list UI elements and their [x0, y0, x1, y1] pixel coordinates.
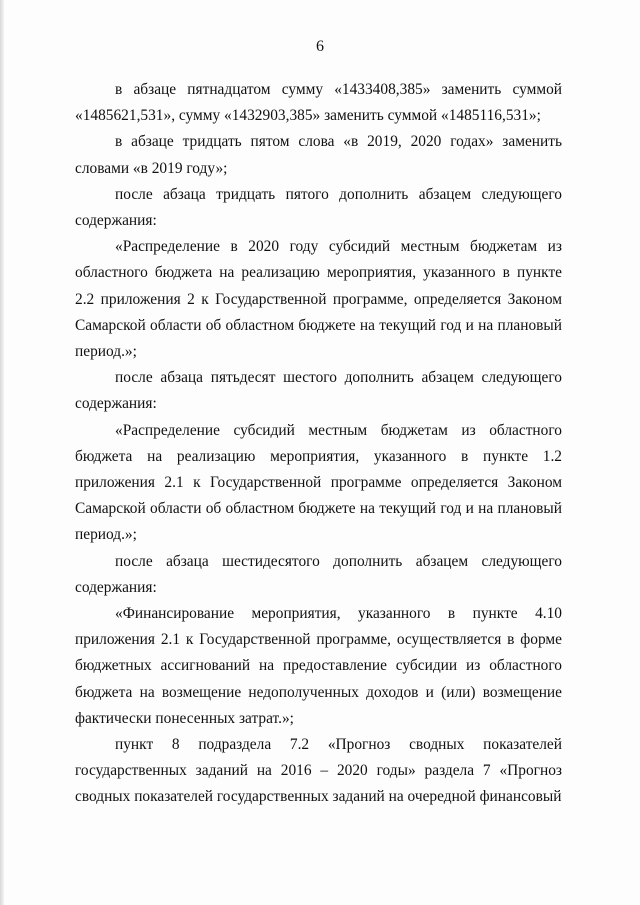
scan-edge	[0, 0, 4, 905]
page-number: 6	[316, 38, 324, 55]
paragraph-6: «Распределение субсидий местным бюджетам из областного бюджета на реализацию мероприятия, указанного в пункте 1.2 приложения 2.1 к Государственной программе определяется Законом Самарской области об областном бюджете на текущий год и на плановый период.»;	[75, 421, 562, 544]
paragraph-9: пункт 8 подраздела 7.2 «Прогноз сводных показателей государственных заданий на 2016 – 2020 годы» раздела 7 «Прогноз сводных показателей государственных заданий на очередной финансовый	[75, 736, 562, 806]
paragraph-5: после абзаца пятьдесят шестого дополнить абзацем следующего содержания:	[75, 369, 562, 413]
paragraph-4: «Распределение в 2020 году субсидий местным бюджетам из областного бюджета на реализацию мероприятия, указанного в пункте 2.2 приложения 2 к Государственной программе, определяется Законом Самарской области об областном бюджете на текущий год и на плановый период.»;	[75, 238, 562, 361]
document-body	[75, 77, 562, 811]
paragraph-3: после абзаца тридцать пятого дополнить абзацем следующего содержания:	[75, 185, 562, 230]
paragraph-2: в абзаце тридцать пятом слова «в 2019, 2020 годах» заменить словами «в 2019 году»;	[75, 133, 562, 177]
paragraph-1: в абзаце пятнадцатом сумму «1433408,385» заменить суммой «1485621,531», сумму «1432903,385» заменить суммой «1485116,531»;	[75, 81, 562, 125]
paragraph-8: «Финансирование мероприятия, указанного в пункте 4.10 приложения 2.1 к Государственной программе, осуществляется в форме бюджетных ассигнований на предоставление субсидии из областного бюджета на возмещение недополученных доходов и (или) возмещение фактически понесенных затрат.»;	[75, 605, 562, 727]
paragraph-7: после абзаца шестидесятого дополнить абзацем следующего содержания:	[75, 552, 562, 596]
